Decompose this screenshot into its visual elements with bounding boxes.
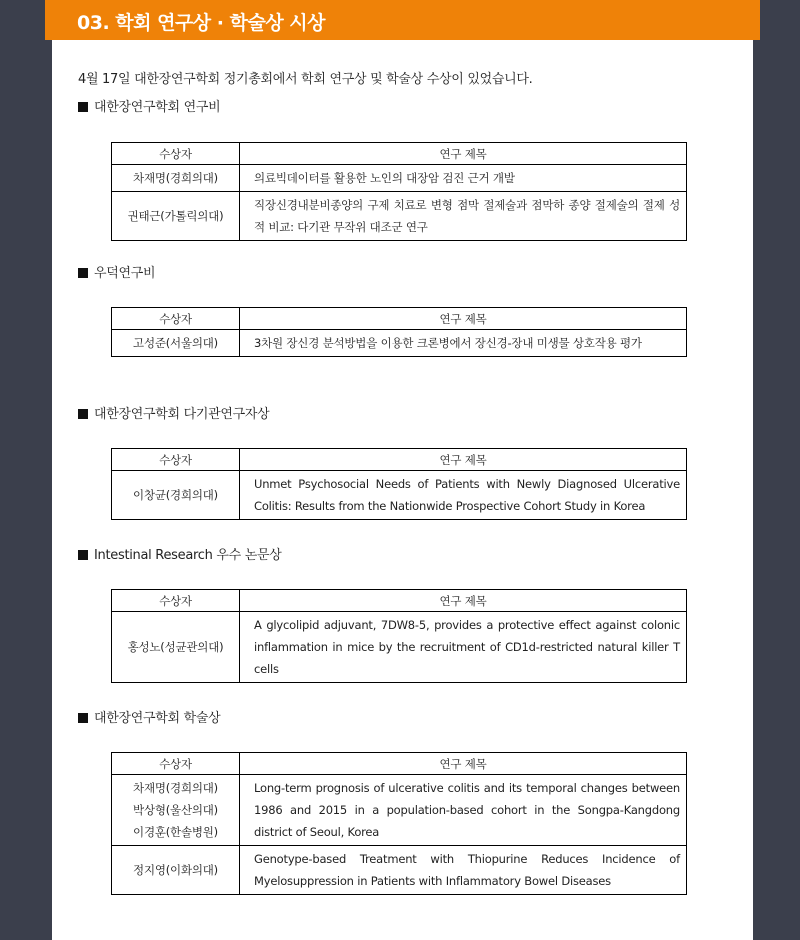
square-bullet-icon [78, 713, 88, 723]
title-cell: A glycolipid adjuvant, 7DW8-5, provides a protective effect against colonic inflammation in mice by the recruitment of CD1d-restricted natural killer T cells [240, 612, 687, 683]
header-recipient: 수상자 [112, 308, 240, 330]
table-row [112, 192, 687, 241]
table-header-row [112, 308, 687, 330]
table-row [112, 775, 687, 846]
intro-text: 4월 17일 대한장연구학회 정기총회에서 학회 연구상 및 학술상 수상이 있었습니다. [78, 72, 533, 87]
table-row [112, 846, 687, 895]
header-recipient: 수상자 [112, 590, 240, 612]
header-title: 연구 제목 [240, 590, 687, 612]
recipient-cell: 고성준(서울의대) [112, 330, 240, 357]
header-title: 연구 제목 [240, 143, 687, 165]
award-table-academic-award [111, 752, 687, 895]
square-bullet-icon [78, 550, 88, 560]
recipient-cell: 차재명(경희의대) 박상형(울산의대) 이경훈(한솔병원) [112, 775, 240, 846]
table-header-row [112, 753, 687, 775]
title-cell: Long-term prognosis of ulcerative colitis and its temporal changes between 1986 and 2015 in a population-based cohort in the Songpa-Kangdong district of Seoul, Korea [240, 775, 687, 846]
section-title-research-grant: 대한장연구학회 연구비 [78, 96, 220, 115]
header-recipient: 수상자 [112, 449, 240, 471]
section-title-woodeok-grant: 우덕연구비 [78, 262, 155, 281]
header-title: 연구 제목 [240, 753, 687, 775]
header-title: 연구 제목 [240, 449, 687, 471]
table-header-row [112, 143, 687, 165]
title-cell: Unmet Psychosocial Needs of Patients with Newly Diagnosed Ulcerative Colitis: Results from the Nationwide Prospective Cohort Study in Korea [240, 471, 687, 520]
page-title: 03. 학회 연구상 · 학술상 시상 [77, 12, 325, 34]
recipient-cell: 정지영(이화의대) [112, 846, 240, 895]
table-header-row [112, 590, 687, 612]
title-cell: 3차원 장신경 분석방법을 이용한 크론병에서 장신경-장내 미생물 상호작용 평가 [240, 330, 687, 357]
table-row [112, 165, 687, 192]
award-table-multicenter-award [111, 448, 687, 520]
table-row [112, 471, 687, 520]
title-cell: 의료빅데이터를 활용한 노인의 대장암 검진 근거 개발 [240, 165, 687, 192]
header-recipient: 수상자 [112, 753, 240, 775]
square-bullet-icon [78, 268, 88, 278]
recipient-cell: 권태근(가톨릭의대) [112, 192, 240, 241]
square-bullet-icon [78, 102, 88, 112]
section-title-ir-paper-award: Intestinal Research 우수 논문상 [78, 544, 282, 563]
title-cell: 직장신경내분비종양의 구제 치료로 변형 점막 절제술과 점막하 종양 절제술의 절제 성적 비교: 다기관 무작위 대조군 연구 [240, 192, 687, 241]
square-bullet-icon [78, 409, 88, 419]
table-header-row [112, 449, 687, 471]
award-table-research-grant [111, 142, 687, 241]
header-title: 연구 제목 [240, 308, 687, 330]
content-page [52, 0, 753, 940]
title-cell: Genotype-based Treatment with Thiopurine Reduces Incidence of Myelosuppression in Patients with Inflammatory Bowel Diseases [240, 846, 687, 895]
section-title-academic-award: 대한장연구학회 학술상 [78, 707, 220, 726]
recipient-cell: 홍성노(성균관의대) [112, 612, 240, 683]
section-title-multicenter-award: 대한장연구학회 다기관연구자상 [78, 403, 269, 422]
recipient-cell: 차재명(경희의대) [112, 165, 240, 192]
section-header-bar [45, 0, 760, 40]
table-row [112, 330, 687, 357]
recipient-cell: 이창균(경희의대) [112, 471, 240, 520]
table-row [112, 612, 687, 683]
award-table-woodeok-grant [111, 307, 687, 357]
award-table-ir-paper-award [111, 589, 687, 683]
header-recipient: 수상자 [112, 143, 240, 165]
